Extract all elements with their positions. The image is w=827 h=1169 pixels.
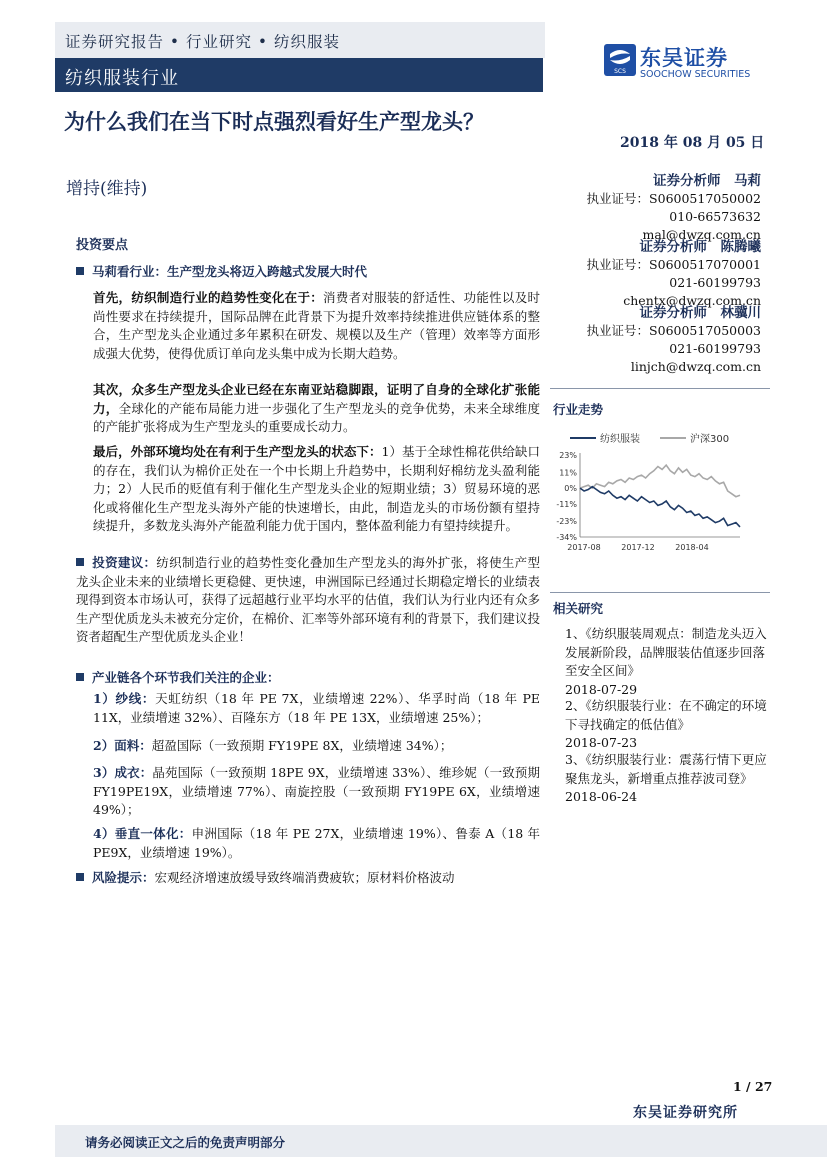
chain-item [93, 737, 540, 756]
series-line-hs300 [580, 465, 740, 497]
paragraph-text: 消费者对服装的舒适性、功能性以及时尚性要求在持续提升，国际品牌在此背景下为提升效率持续推进供应链体系的整合，生产型龙头企业通过多年累积在研发、规模以及生产（管理）效率等方面形成强大优势，使得优质订单向龙头集中成为长期大趋势。 [93, 290, 540, 361]
paragraph-environment [93, 443, 540, 536]
paragraph-lead: 其次，众多生产型龙头企业已经在东南亚站稳脚跟，证明了自身的全球化扩张能力， [93, 382, 540, 416]
paragraph-text: 1）基于全球性棉花供给缺口的存在，我们认为棉价正处在一个中长期上升趋势中，长期利好棉纺龙头盈利能力；2）人民币的贬值有利于催化生产型龙头企业的短期业绩；3）贸易环境的恶化或将催化生产型龙头海外产能的快速增长，由此，制造龙头的市场份额有望持续提升，多数龙头海外产能盈利能力优于国内，整体盈利能力有望持续提升。 [93, 444, 540, 534]
analyst-block [587, 238, 761, 310]
header-industry-band [55, 58, 543, 92]
analyst-block [587, 172, 761, 244]
report-date: 2018 年 08 月 05 日 [620, 135, 765, 151]
chain-label: 4）垂直一体化： [93, 826, 192, 841]
risk-lead: 风险提示： [92, 870, 155, 885]
chain-label: 2）面料： [93, 738, 152, 753]
analyst-phone: 021-60199793 [669, 275, 761, 290]
advice-text: 纺织制造行业的趋势性变化叠加生产型龙头的海外扩张，将使生产型龙头企业未来的业绩增长更稳健、更快速，申洲国际已经通过长期稳定增长的业绩表现得到资本市场认可，获得了远超越行业平均水平的估值，我们认为行业内还有众多生产型优质龙头未被充分定价，在棉价、汇率等外部环境有利的背景下，我们建议投资者超配生产型优质龙头企业！ [76, 555, 540, 645]
chain-title [76, 668, 280, 686]
analyst-phone: 021-60199793 [669, 341, 761, 356]
analyst-block [587, 304, 761, 376]
institute-name: 东吴证券研究所 [633, 1105, 738, 1121]
page-number: 1 / 27 [733, 1079, 773, 1094]
industry-label: 纺织服装行业 [65, 68, 179, 89]
investment-advice [76, 554, 540, 647]
series-line-textile [580, 487, 740, 527]
industry-trend-chart [550, 425, 772, 560]
bullet-square-icon [76, 873, 84, 881]
chain-item [93, 825, 540, 862]
x-tick-label: 2017-08 [567, 543, 601, 552]
related-report[interactable] [565, 697, 770, 753]
disclaimer-text: 请务必阅读正文之后的免责声明部分 [85, 1135, 286, 1150]
advice-lead: 投资建议： [92, 555, 157, 570]
trend-title: 行业走势 [553, 402, 604, 417]
chain-item [93, 764, 540, 820]
x-tick-label: 2018-04 [675, 543, 709, 552]
y-tick-label: 23% [559, 451, 577, 460]
analyst-role: 证券分析师 林骥川 [639, 305, 761, 321]
y-tick-label: -23% [556, 517, 577, 527]
paragraph-lead: 首先，纺织制造行业的趋势性变化在于： [93, 290, 324, 305]
y-tick-label: -11% [556, 499, 577, 509]
chain-label: 1）纱线： [93, 691, 156, 706]
bullet-square-icon [76, 558, 84, 566]
y-tick-label: 0% [564, 484, 577, 494]
legend-label-hs300: 沪深300 [690, 434, 730, 445]
paragraph-trend [93, 289, 540, 363]
related-title: 相关研究 [553, 601, 604, 616]
x-tick-label: 2017-12 [621, 543, 655, 552]
y-tick-label: 11% [559, 468, 577, 478]
section-title: 投资要点 [76, 238, 129, 253]
divider [550, 388, 770, 389]
logo-chinese-name: 东吴证券 [640, 46, 728, 70]
breadcrumb: 证券研究报告 • 行业研究 • 纺织服装 [65, 33, 340, 51]
analyst-email[interactable]: chentx@dwzq.com.cn [623, 293, 761, 308]
company-logo-icon [604, 44, 636, 76]
chain-text: 晶苑国际（一致预期 18PE 9X，业绩增速 33%）、维珍妮（一致预期 FY19PE19X，业绩增速 77%）、南旋控股（一致预期 FY19PE 6X，业绩增速 49%）； [93, 765, 540, 818]
related-report-date: 2018-07-29 [565, 681, 638, 697]
rating: 增持(维持) [66, 179, 148, 199]
headline [76, 262, 367, 280]
divider [550, 592, 770, 593]
related-report-title[interactable]: 2、《纺织服装行业：在不确定的环境下寻找确定的低估值》 [565, 698, 767, 732]
paragraph-global [93, 381, 540, 437]
chain-item [93, 690, 540, 727]
analyst-cert: 执业证号：S0600517070001 [586, 257, 761, 272]
related-report[interactable] [565, 625, 770, 699]
bullet-square-icon [76, 673, 84, 681]
paragraph-lead: 最后，外部环境均处在有利于生产型龙头的状态下： [93, 444, 382, 459]
analyst-phone: 010-66573632 [669, 209, 761, 224]
disclaimer-bar [55, 1125, 827, 1157]
chain-label: 3）成衣： [93, 765, 153, 780]
analyst-email[interactable]: linjch@dwzq.com.cn [630, 359, 761, 374]
related-report[interactable] [565, 751, 770, 807]
analyst-role: 证券分析师 马莉 [653, 173, 761, 189]
related-report-title[interactable]: 1、《纺织服装周观点：制造龙头迈入发展新阶段，品牌服装估值逐步回落至安全区间》 [565, 626, 767, 679]
headline-text: 马莉看行业：生产型龙头将迈入跨越式发展大时代 [92, 264, 368, 279]
chain-text: 申洲国际（18 年 PE 27X，业绩增速 19%）、鲁泰 A（18 年 PE9X，业绩增速 19%）。 [93, 826, 540, 860]
header-breadcrumb-bar [55, 22, 545, 58]
chain-text: 天虹纺织（18 年 PE 7X，业绩增速 22%）、华孚时尚（18 年 PE 11X，业绩增速 32%）、百隆东方（18 年 PE 13X，业绩增速 25%）； [93, 691, 541, 725]
chain-text: 超盈国际（一致预期 FY19PE 8X，业绩增速 34%）； [151, 738, 453, 753]
related-report-date: 2018-07-23 [565, 735, 638, 751]
chain-title-text: 产业链各个环节我们关注的企业： [92, 670, 280, 685]
analyst-cert: 执业证号：S0600517050003 [586, 323, 761, 338]
legend-label-textile: 纺织服装 [600, 434, 640, 445]
paragraph-text: 全球化的产能布局能力进一步强化了生产型龙头的竞争优势，未来全球维度的产能扩张将成为生产型龙头的重要成长动力。 [93, 400, 540, 435]
risk-text: 宏观经济增速放缓导致终端消费疲软；原材料价格波动 [154, 870, 455, 885]
logo-english-name: SOOCHOW SECURITIES [640, 69, 751, 80]
analyst-cert: 执业证号：S0600517050002 [586, 191, 761, 206]
y-tick-label: -34% [556, 533, 577, 542]
risk-warning [76, 869, 540, 888]
logo-mark-text: SCS [614, 68, 626, 75]
analyst-email[interactable]: mal@dwzq.com.cn [642, 227, 761, 242]
bullet-square-icon [76, 267, 84, 275]
report-title: 为什么我们在当下时点强烈看好生产型龙头？ [64, 109, 484, 134]
related-report-title[interactable]: 3、《纺织服装行业：震荡行情下更应聚焦龙头，新增重点推荐波司登》2018-06-24 [565, 752, 767, 805]
analyst-role: 证券分析师 陈腾曦 [639, 239, 761, 255]
